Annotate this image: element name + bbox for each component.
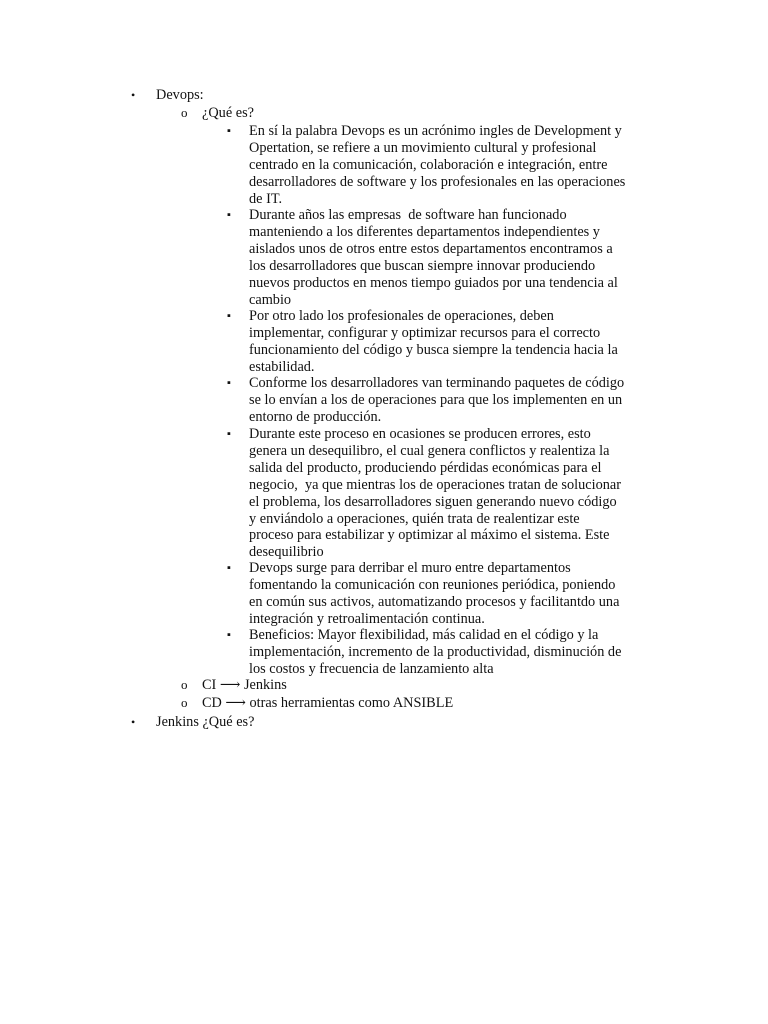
point-text: Por otro lado los profesionales de operaciones, deben implementar, configurar y optimizar recursos para el correcto funcionamiento del código y busca siempre la tendencia hacia la estabilidad. <box>249 308 618 375</box>
square-bullet: ▪ <box>227 310 231 322</box>
point-text: En sí la palabra Devops es un acrónimo ingles de Development y Opertation, se refiere a un movimiento cultural y profesional centrado en la comunicación, colaboración e integración, entre desarrolladores de software y los profesionales en las operaciones de IT. <box>249 123 626 207</box>
square-bullet: ▪ <box>227 125 231 137</box>
point-text: Beneficios: Mayor flexibilidad, más calidad en el código y la implementación, incremento de la productividad, disminución de los costos y frecuencia de lanzamiento alta <box>249 627 622 677</box>
point-text: Conforme los desarrolladores van terminando paquetes de código se lo envían a los de operaciones para que los implementen en un entorno de producción. <box>249 375 625 425</box>
square-bullet: ▪ <box>227 562 231 574</box>
disc-bullet: • <box>131 715 136 729</box>
square-bullet: ▪ <box>227 629 231 641</box>
que-es-heading: ¿Qué es? <box>202 105 254 121</box>
devops-heading: Devops: <box>156 87 204 103</box>
point-text: Devops surge para derribar el muro entre departamentos fomentando la comunicación con reuniones periódica, poniendo en común sus activos, automatizando procesos y facilitantdo una integración y retroalimentación continua. <box>249 560 620 627</box>
ci-text: CI ⟶ Jenkins <box>202 677 287 693</box>
jenkins-heading: Jenkins ¿Qué es? <box>156 714 255 730</box>
point-text: Durante este proceso en ocasiones se producen errores, esto genera un desequilibro, el cual genera conflictos y realentiza la salida del producto, produciendo pérdidas económicas para el negocio, ya que mientras los de operaciones tratan de solucionar el problema, los desarrolladores siguen generando nuevo código y enviándolo a operaciones, quién trata de realentizar este proceso para estabilizar y optimizar al máximo el sistema. Este desequilibrio <box>249 426 621 561</box>
circle-bullet: o <box>181 105 188 120</box>
cd-text: CD ⟶ otras herramientas como ANSIBLE <box>202 695 454 711</box>
point-text: Durante años las empresas de software han funcionado manteniendo a los diferentes departamentos independientes y aislados unos de otros entre estos departamentos encontramos a los desarrolladores que buscan siempre innovar produciendo nuevos productos en menos tiempo guiados por una tendencia al cambio <box>249 207 618 308</box>
square-bullet: ▪ <box>227 377 231 389</box>
square-bullet: ▪ <box>227 209 231 221</box>
disc-bullet: • <box>131 88 136 102</box>
square-bullet: ▪ <box>227 428 231 440</box>
circle-bullet: o <box>181 677 188 692</box>
circle-bullet: o <box>181 695 188 710</box>
